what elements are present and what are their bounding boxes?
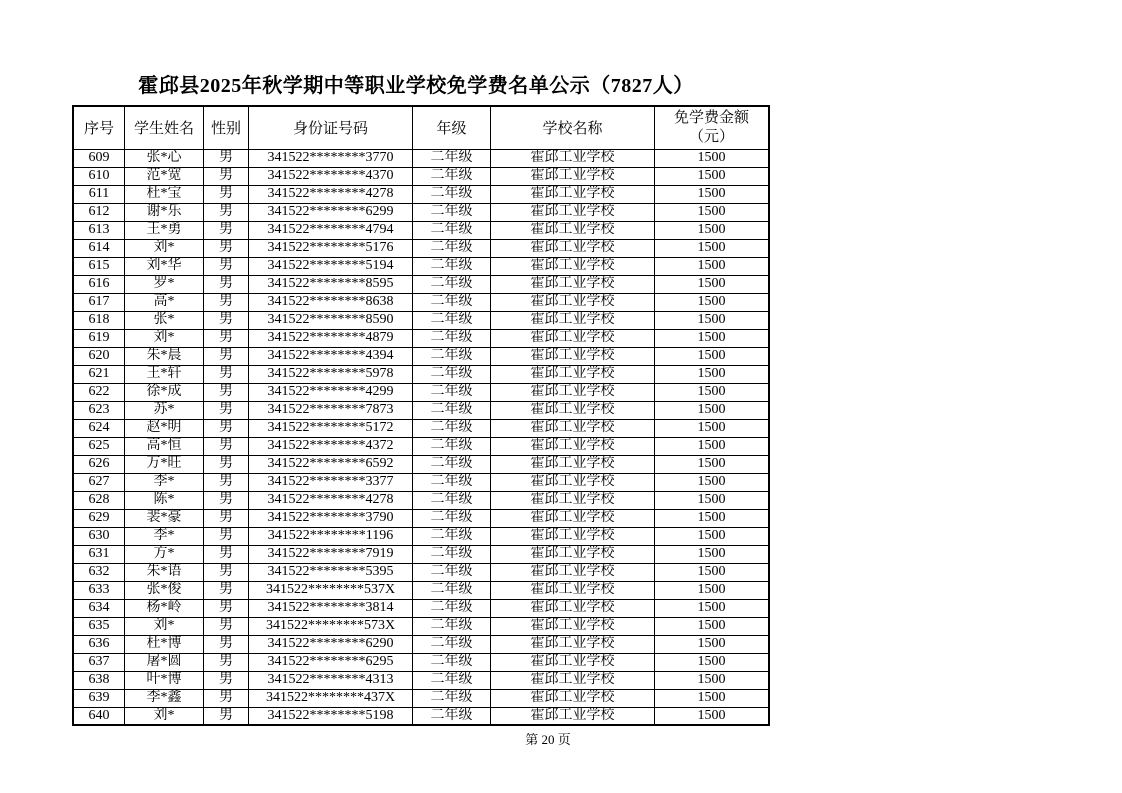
cell-grade: 二年级 — [413, 167, 491, 185]
cell-id: 341522********8595 — [249, 275, 413, 293]
cell-name: 朱*晨 — [125, 347, 204, 365]
cell-gender: 男 — [204, 167, 249, 185]
cell-id: 341522********6295 — [249, 653, 413, 671]
cell-gender: 男 — [204, 599, 249, 617]
table-header — [73, 106, 769, 149]
cell-name: 张*俊 — [125, 581, 204, 599]
table-row — [73, 383, 769, 401]
cell-name: 赵*明 — [125, 419, 204, 437]
cell-school: 霍邱工业学校 — [491, 455, 655, 473]
cell-grade: 二年级 — [413, 707, 491, 725]
cell-id: 341522********8590 — [249, 311, 413, 329]
cell-grade: 二年级 — [413, 617, 491, 635]
table-row — [73, 581, 769, 599]
cell-grade: 二年级 — [413, 203, 491, 221]
cell-name: 苏* — [125, 401, 204, 419]
cell-name: 高* — [125, 293, 204, 311]
cell-seq: 625 — [73, 437, 125, 455]
cell-school: 霍邱工业学校 — [491, 311, 655, 329]
table-row — [73, 527, 769, 545]
cell-id: 341522********7919 — [249, 545, 413, 563]
cell-id: 341522********6592 — [249, 455, 413, 473]
cell-gender: 男 — [204, 365, 249, 383]
cell-seq: 614 — [73, 239, 125, 257]
cell-gender: 男 — [204, 581, 249, 599]
cell-seq: 616 — [73, 275, 125, 293]
cell-amount: 1500 — [655, 707, 770, 725]
cell-school: 霍邱工业学校 — [491, 203, 655, 221]
cell-id: 341522********5395 — [249, 563, 413, 581]
cell-seq: 610 — [73, 167, 125, 185]
cell-school: 霍邱工业学校 — [491, 221, 655, 239]
cell-seq: 613 — [73, 221, 125, 239]
cell-id: 341522********8638 — [249, 293, 413, 311]
cell-id: 341522********5198 — [249, 707, 413, 725]
cell-gender: 男 — [204, 257, 249, 275]
cell-id: 341522********4370 — [249, 167, 413, 185]
cell-id: 341522********4299 — [249, 383, 413, 401]
cell-school: 霍邱工业学校 — [491, 149, 655, 167]
cell-grade: 二年级 — [413, 599, 491, 617]
col-header-name: 学生姓名 — [125, 106, 204, 149]
cell-seq: 619 — [73, 329, 125, 347]
cell-name: 杜*博 — [125, 635, 204, 653]
cell-seq: 638 — [73, 671, 125, 689]
cell-grade: 二年级 — [413, 239, 491, 257]
cell-gender: 男 — [204, 707, 249, 725]
table-row — [73, 311, 769, 329]
cell-school: 霍邱工业学校 — [491, 257, 655, 275]
cell-school: 霍邱工业学校 — [491, 653, 655, 671]
table-row — [73, 563, 769, 581]
cell-id: 341522********3770 — [249, 149, 413, 167]
cell-seq: 615 — [73, 257, 125, 275]
cell-gender: 男 — [204, 491, 249, 509]
table-row — [73, 329, 769, 347]
cell-name: 刘*华 — [125, 257, 204, 275]
cell-grade: 二年级 — [413, 563, 491, 581]
cell-amount: 1500 — [655, 653, 770, 671]
cell-gender: 男 — [204, 653, 249, 671]
cell-id: 341522********6299 — [249, 203, 413, 221]
cell-amount: 1500 — [655, 509, 770, 527]
table-row — [73, 419, 769, 437]
col-header-seq: 序号 — [73, 106, 125, 149]
cell-school: 霍邱工业学校 — [491, 437, 655, 455]
cell-id: 341522********5172 — [249, 419, 413, 437]
cell-id: 341522********5978 — [249, 365, 413, 383]
cell-seq: 635 — [73, 617, 125, 635]
cell-name: 朱*语 — [125, 563, 204, 581]
cell-name: 杜*宝 — [125, 185, 204, 203]
cell-grade: 二年级 — [413, 689, 491, 707]
cell-amount: 1500 — [655, 473, 770, 491]
cell-amount: 1500 — [655, 203, 770, 221]
table-row — [73, 347, 769, 365]
cell-grade: 二年级 — [413, 545, 491, 563]
cell-id: 341522********3377 — [249, 473, 413, 491]
cell-gender: 男 — [204, 473, 249, 491]
cell-id: 341522********4278 — [249, 185, 413, 203]
cell-gender: 男 — [204, 149, 249, 167]
cell-name: 张*心 — [125, 149, 204, 167]
cell-amount: 1500 — [655, 581, 770, 599]
cell-school: 霍邱工业学校 — [491, 473, 655, 491]
cell-id: 341522********573X — [249, 617, 413, 635]
page-number: 第 20 页 — [525, 732, 571, 747]
cell-gender: 男 — [204, 293, 249, 311]
cell-school: 霍邱工业学校 — [491, 689, 655, 707]
cell-name: 叶*博 — [125, 671, 204, 689]
cell-id: 341522********437X — [249, 689, 413, 707]
cell-name: 方* — [125, 545, 204, 563]
fee-exemption-table — [72, 105, 770, 726]
cell-name: 屠*圆 — [125, 653, 204, 671]
cell-seq: 632 — [73, 563, 125, 581]
cell-seq: 631 — [73, 545, 125, 563]
cell-gender: 男 — [204, 275, 249, 293]
cell-gender: 男 — [204, 401, 249, 419]
cell-grade: 二年级 — [413, 383, 491, 401]
cell-amount: 1500 — [655, 437, 770, 455]
header-row — [73, 106, 769, 149]
cell-school: 霍邱工业学校 — [491, 347, 655, 365]
cell-seq: 621 — [73, 365, 125, 383]
cell-grade: 二年级 — [413, 257, 491, 275]
cell-seq: 627 — [73, 473, 125, 491]
cell-grade: 二年级 — [413, 311, 491, 329]
cell-id: 341522********6290 — [249, 635, 413, 653]
col-header-grade: 年级 — [413, 106, 491, 149]
col-header-gender: 性别 — [204, 106, 249, 149]
cell-seq: 629 — [73, 509, 125, 527]
cell-school: 霍邱工业学校 — [491, 329, 655, 347]
cell-gender: 男 — [204, 509, 249, 527]
cell-grade: 二年级 — [413, 455, 491, 473]
cell-amount: 1500 — [655, 257, 770, 275]
cell-amount: 1500 — [655, 419, 770, 437]
cell-name: 高*恒 — [125, 437, 204, 455]
cell-amount: 1500 — [655, 275, 770, 293]
cell-grade: 二年级 — [413, 401, 491, 419]
cell-gender: 男 — [204, 617, 249, 635]
cell-id: 341522********4372 — [249, 437, 413, 455]
cell-id: 341522********1196 — [249, 527, 413, 545]
table-row — [73, 203, 769, 221]
cell-amount: 1500 — [655, 365, 770, 383]
cell-id: 341522********4313 — [249, 671, 413, 689]
cell-seq: 609 — [73, 149, 125, 167]
cell-name: 万*旺 — [125, 455, 204, 473]
cell-school: 霍邱工业学校 — [491, 383, 655, 401]
cell-name: 刘* — [125, 239, 204, 257]
cell-name: 范*宽 — [125, 167, 204, 185]
cell-grade: 二年级 — [413, 653, 491, 671]
cell-amount: 1500 — [655, 671, 770, 689]
cell-school: 霍邱工业学校 — [491, 671, 655, 689]
cell-seq: 637 — [73, 653, 125, 671]
table-row — [73, 509, 769, 527]
table-row — [73, 689, 769, 707]
cell-amount: 1500 — [655, 527, 770, 545]
cell-gender: 男 — [204, 221, 249, 239]
table-row — [73, 401, 769, 419]
table-row — [73, 617, 769, 635]
table-row — [73, 293, 769, 311]
table-row — [73, 149, 769, 167]
cell-grade: 二年级 — [413, 347, 491, 365]
cell-seq: 618 — [73, 311, 125, 329]
table-row — [73, 473, 769, 491]
cell-school: 霍邱工业学校 — [491, 275, 655, 293]
cell-gender: 男 — [204, 347, 249, 365]
table-row — [73, 239, 769, 257]
cell-name: 谢*乐 — [125, 203, 204, 221]
table-row — [73, 653, 769, 671]
table-row — [73, 365, 769, 383]
cell-seq: 626 — [73, 455, 125, 473]
page-title: 霍邱县2025年秋学期中等职业学校免学费名单公示（7827人） — [138, 75, 694, 97]
table-row — [73, 599, 769, 617]
cell-id: 341522********3790 — [249, 509, 413, 527]
cell-school: 霍邱工业学校 — [491, 635, 655, 653]
cell-amount: 1500 — [655, 329, 770, 347]
cell-seq: 624 — [73, 419, 125, 437]
cell-id: 341522********537X — [249, 581, 413, 599]
cell-school: 霍邱工业学校 — [491, 401, 655, 419]
cell-gender: 男 — [204, 563, 249, 581]
cell-seq: 633 — [73, 581, 125, 599]
cell-name: 刘* — [125, 329, 204, 347]
cell-gender: 男 — [204, 527, 249, 545]
cell-id: 341522********5176 — [249, 239, 413, 257]
cell-name: 杨*岭 — [125, 599, 204, 617]
cell-amount: 1500 — [655, 347, 770, 365]
cell-seq: 639 — [73, 689, 125, 707]
cell-id: 341522********4278 — [249, 491, 413, 509]
cell-grade: 二年级 — [413, 671, 491, 689]
cell-amount: 1500 — [655, 221, 770, 239]
cell-amount: 1500 — [655, 635, 770, 653]
cell-id: 341522********4394 — [249, 347, 413, 365]
cell-amount: 1500 — [655, 167, 770, 185]
cell-gender: 男 — [204, 185, 249, 203]
cell-amount: 1500 — [655, 401, 770, 419]
cell-amount: 1500 — [655, 689, 770, 707]
cell-id: 341522********4794 — [249, 221, 413, 239]
cell-seq: 640 — [73, 707, 125, 725]
cell-grade: 二年级 — [413, 491, 491, 509]
cell-school: 霍邱工业学校 — [491, 563, 655, 581]
cell-school: 霍邱工业学校 — [491, 545, 655, 563]
cell-name: 裴*豪 — [125, 509, 204, 527]
cell-amount: 1500 — [655, 383, 770, 401]
cell-amount: 1500 — [655, 185, 770, 203]
cell-school: 霍邱工业学校 — [491, 509, 655, 527]
table-row — [73, 257, 769, 275]
cell-grade: 二年级 — [413, 527, 491, 545]
cell-gender: 男 — [204, 455, 249, 473]
cell-name: 刘* — [125, 707, 204, 725]
cell-seq: 622 — [73, 383, 125, 401]
table-row — [73, 437, 769, 455]
cell-amount: 1500 — [655, 491, 770, 509]
table-row — [73, 491, 769, 509]
cell-grade: 二年级 — [413, 509, 491, 527]
cell-amount: 1500 — [655, 293, 770, 311]
cell-gender: 男 — [204, 203, 249, 221]
cell-name: 李* — [125, 473, 204, 491]
table-row — [73, 167, 769, 185]
table-row — [73, 635, 769, 653]
cell-grade: 二年级 — [413, 473, 491, 491]
col-header-amount: 免学费金额 （元） — [655, 106, 770, 149]
table-row — [73, 221, 769, 239]
cell-amount: 1500 — [655, 599, 770, 617]
cell-gender: 男 — [204, 689, 249, 707]
cell-seq: 630 — [73, 527, 125, 545]
cell-amount: 1500 — [655, 149, 770, 167]
cell-gender: 男 — [204, 419, 249, 437]
cell-grade: 二年级 — [413, 329, 491, 347]
cell-name: 陈* — [125, 491, 204, 509]
cell-grade: 二年级 — [413, 221, 491, 239]
table-body — [73, 149, 769, 725]
cell-grade: 二年级 — [413, 419, 491, 437]
cell-school: 霍邱工业学校 — [491, 293, 655, 311]
table-row — [73, 707, 769, 725]
table-row — [73, 185, 769, 203]
cell-amount: 1500 — [655, 455, 770, 473]
cell-name: 徐*成 — [125, 383, 204, 401]
cell-name: 张* — [125, 311, 204, 329]
cell-school: 霍邱工业学校 — [491, 527, 655, 545]
table-row — [73, 545, 769, 563]
cell-grade: 二年级 — [413, 635, 491, 653]
cell-amount: 1500 — [655, 545, 770, 563]
cell-grade: 二年级 — [413, 581, 491, 599]
cell-seq: 628 — [73, 491, 125, 509]
cell-name: 罗* — [125, 275, 204, 293]
cell-seq: 634 — [73, 599, 125, 617]
cell-seq: 623 — [73, 401, 125, 419]
cell-gender: 男 — [204, 329, 249, 347]
cell-school: 霍邱工业学校 — [491, 419, 655, 437]
cell-school: 霍邱工业学校 — [491, 239, 655, 257]
cell-gender: 男 — [204, 635, 249, 653]
cell-gender: 男 — [204, 239, 249, 257]
cell-id: 341522********3814 — [249, 599, 413, 617]
cell-school: 霍邱工业学校 — [491, 491, 655, 509]
cell-seq: 611 — [73, 185, 125, 203]
col-header-id: 身份证号码 — [249, 106, 413, 149]
col-header-school: 学校名称 — [491, 106, 655, 149]
cell-school: 霍邱工业学校 — [491, 185, 655, 203]
cell-school: 霍邱工业学校 — [491, 365, 655, 383]
cell-grade: 二年级 — [413, 275, 491, 293]
cell-id: 341522********4879 — [249, 329, 413, 347]
cell-grade: 二年级 — [413, 185, 491, 203]
cell-school: 霍邱工业学校 — [491, 581, 655, 599]
cell-grade: 二年级 — [413, 293, 491, 311]
cell-gender: 男 — [204, 545, 249, 563]
cell-seq: 617 — [73, 293, 125, 311]
table-row — [73, 455, 769, 473]
cell-amount: 1500 — [655, 617, 770, 635]
cell-gender: 男 — [204, 383, 249, 401]
cell-name: 刘* — [125, 617, 204, 635]
cell-grade: 二年级 — [413, 437, 491, 455]
cell-gender: 男 — [204, 311, 249, 329]
table-row — [73, 671, 769, 689]
cell-id: 341522********5194 — [249, 257, 413, 275]
cell-amount: 1500 — [655, 239, 770, 257]
cell-name: 王*勇 — [125, 221, 204, 239]
cell-grade: 二年级 — [413, 365, 491, 383]
cell-school: 霍邱工业学校 — [491, 599, 655, 617]
cell-school: 霍邱工业学校 — [491, 167, 655, 185]
cell-school: 霍邱工业学校 — [491, 707, 655, 725]
cell-gender: 男 — [204, 671, 249, 689]
cell-amount: 1500 — [655, 311, 770, 329]
table-row — [73, 275, 769, 293]
cell-grade: 二年级 — [413, 149, 491, 167]
cell-school: 霍邱工业学校 — [491, 617, 655, 635]
cell-gender: 男 — [204, 437, 249, 455]
cell-seq: 636 — [73, 635, 125, 653]
cell-seq: 612 — [73, 203, 125, 221]
cell-seq: 620 — [73, 347, 125, 365]
cell-amount: 1500 — [655, 563, 770, 581]
cell-name: 王*轩 — [125, 365, 204, 383]
cell-name: 李* — [125, 527, 204, 545]
cell-id: 341522********7873 — [249, 401, 413, 419]
cell-name: 李*鑫 — [125, 689, 204, 707]
